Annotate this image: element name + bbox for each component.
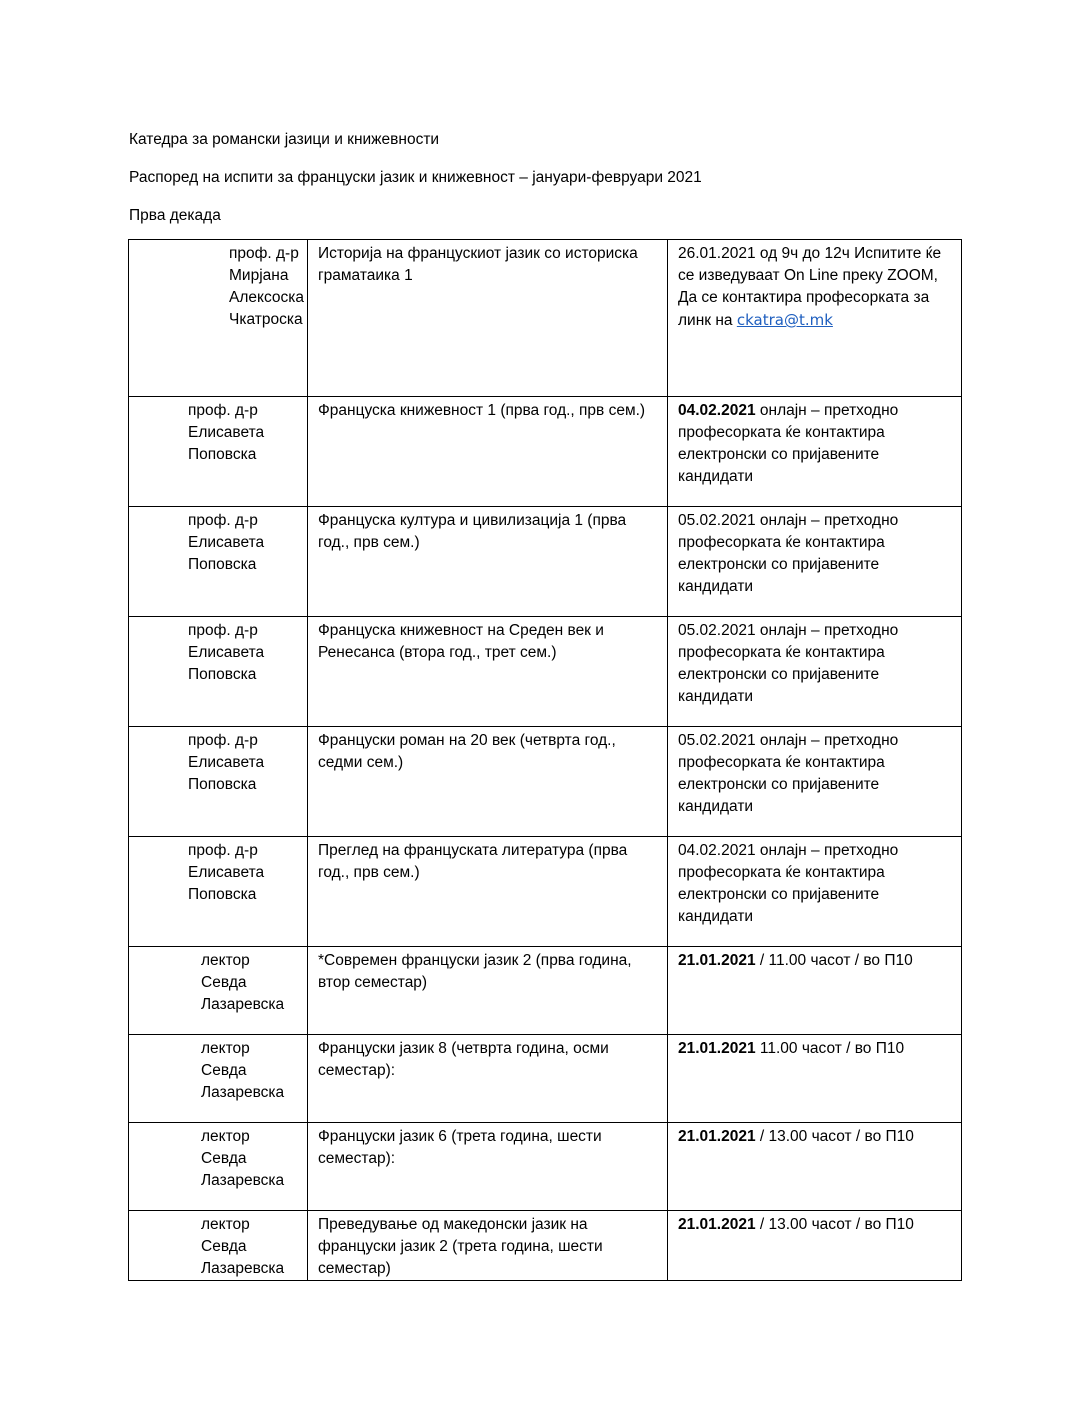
exam-date-cell [668,507,962,617]
teacher-title: проф. д-р [188,732,258,749]
teacher-first-name: Севда [201,1062,247,1079]
teacher-title: проф. д-р [188,402,258,419]
exam-note: онлајн – претходно професорката ќе контактира електронски со пријавените кандидати [678,732,899,815]
exam-date: 26.01.2021 од 9ч до 12ч [678,245,850,262]
teacher-first-name: Елисавета [188,864,265,881]
table-row [129,1123,962,1211]
teacher-title: лектор [201,1128,250,1145]
exam-date-cell [668,947,962,1035]
table-row [129,507,962,617]
teacher-last-name: Поповска [188,446,257,463]
exam-date: 05.02.2021 [678,622,756,639]
teacher-cell [129,947,308,1035]
exam-date-cell [668,727,962,837]
teacher-cell [129,507,308,617]
exam-note: онлајн – претходно професорката ќе контактира електронски со пријавените кандидати [678,842,899,925]
table-row [129,397,962,507]
subject-cell: Француска култура и цивилизација 1 (прва год., прв сем.) [308,507,668,617]
exam-note: онлајн – претходно професорката ќе контактира електронски со пријавените кандидати [678,402,899,485]
teacher-last-name: Лазаревска [201,1260,285,1277]
exam-date: 05.02.2021 [678,512,756,529]
teacher-title: проф. д-р [188,622,258,639]
subject-cell: *Современ француски јазик 2 (прва година, втор семестар) [308,947,668,1035]
teacher-last-name: Алексоска [229,289,304,306]
table-row [129,947,962,1035]
teacher-last-name: Поповска [188,666,257,683]
subject-cell: Преведување од македонски јазик на француски јазик 2 (трета година, шести семестар) [308,1211,668,1281]
exam-note: онлајн – претходно професорката ќе контактира електронски со пријавените кандидати [678,622,899,705]
teacher-title: проф. д-р [229,245,299,262]
teacher-first-name: Севда [201,1238,247,1255]
teacher-first-name: Елисавета [188,644,265,661]
exam-note: Испитите ќе се изведуваат On Line преку ZOOM, Да се контактира професорката за линк на [678,245,942,329]
exam-note: 11.00 часот / во П10 [755,1040,905,1057]
subject-cell: Француска книжевност 1 (прва год., прв сем.) [308,397,668,507]
teacher-first-name: Севда [201,1150,247,1167]
subject-cell: Француски јазик 6 (трета година, шести семестар): [308,1123,668,1211]
decade-label: Прва декада [129,207,221,224]
table-row [129,837,962,947]
teacher-first-name: Елисавета [188,754,265,771]
exam-date-cell [668,837,962,947]
teacher-last-name: Поповска [188,556,257,573]
exam-date: 04.02.2021 [678,402,756,419]
teacher-last-name: Поповска [188,776,257,793]
teacher-cell [129,1035,308,1123]
teacher-first-name: Елисавета [188,424,265,441]
teacher-title: лектор [201,952,250,969]
teacher-first-name: Елисавета [188,534,265,551]
exam-date: 04.02.2021 [678,842,756,859]
schedule-title: Распоред на испити за француски јазик и книжевност – јануари-февруари 2021 [129,169,702,186]
teacher-first-name: Севда [201,974,247,991]
teacher-title: проф. д-р [188,842,258,859]
subject-cell: Француска книжевност на Среден век и Ренесанса (втора год., трет сем.) [308,617,668,727]
teacher-last-name: Лазаревска [201,1084,285,1101]
teacher-cell [129,397,308,507]
email-link[interactable]: ckatra@t.mk [736,311,833,329]
exam-date: 21.01.2021 [678,1216,756,1233]
subject-cell: Историја на францускиот јазик со историска граматаика 1 [308,240,668,397]
table-row [129,1035,962,1123]
exam-date-cell [668,240,962,397]
exam-date: 21.01.2021 [678,952,756,969]
table-row [129,240,962,397]
exam-note: онлајн – претходно професорката ќе контактира електронски со пријавените кандидати [678,512,899,595]
exam-date-cell [668,397,962,507]
teacher-title: лектор [201,1216,250,1233]
teacher-cell [129,1123,308,1211]
exam-date-cell [668,1123,962,1211]
teacher-last-name-2: Чкатроска [229,311,303,328]
department-title: Катедра за романски јазици и книжевности [129,131,440,148]
teacher-last-name: Поповска [188,886,257,903]
teacher-title: проф. д-р [188,512,258,529]
teacher-cell [129,240,308,397]
teacher-title: лектор [201,1040,250,1057]
teacher-cell [129,617,308,727]
exam-note: / 11.00 часот / во П10 [755,952,913,969]
subject-cell: Преглед на француската литература (прва год., прв сем.) [308,837,668,947]
teacher-cell [129,1211,308,1281]
teacher-last-name: Лазаревска [201,996,285,1013]
exam-note: / 13.00 часот / во П10 [755,1128,914,1145]
subject-cell: Француски јазик 8 (четврта година, осми семестар): [308,1035,668,1123]
teacher-last-name: Лазаревска [201,1172,285,1189]
teacher-cell [129,727,308,837]
exam-note: / 13.00 часот / во П10 [755,1216,914,1233]
exam-date-cell [668,1211,962,1281]
exam-schedule-table [128,239,962,1281]
teacher-first-name: Мирјана [229,267,289,284]
table-row [129,1211,962,1281]
exam-date-cell [668,617,962,727]
exam-date-cell [668,1035,962,1123]
exam-date: 21.01.2021 [678,1040,756,1057]
subject-cell: Француски роман на 20 век (четврта год., седми сем.) [308,727,668,837]
exam-date: 21.01.2021 [678,1128,756,1145]
exam-date: 05.02.2021 [678,732,756,749]
teacher-cell [129,837,308,947]
table-row [129,617,962,727]
table-row [129,727,962,837]
